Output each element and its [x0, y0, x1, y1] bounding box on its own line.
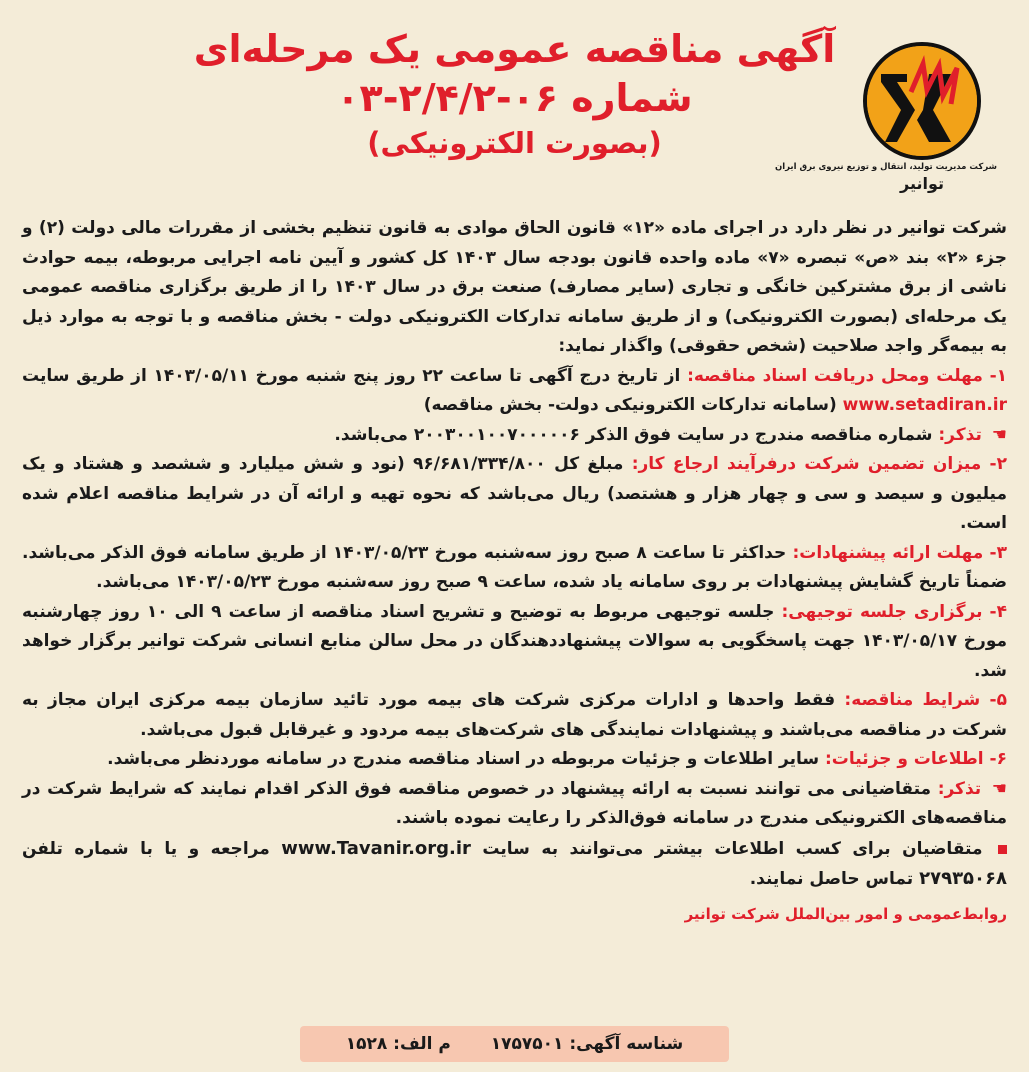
item-1	[22, 362, 1007, 421]
item-2-text: مبلغ کل ۹۶/۶۸۱/۳۳۴/۸۰۰ (نود و شش میلیارد و ششصد و هشتاد و یک میلیون و سیصد و سی و چهار هزار و هشتصد) ریال می‌باشد که نحوه تهیه و ارائه آن در شرایط مناقصه اعلام شده است.	[22, 454, 1007, 533]
item-6	[22, 745, 1007, 775]
logo-caption: شرکت مدیریت تولید، انتقال و توزیع نیروی برق ایران	[774, 162, 997, 172]
note-1-text: شماره مناقصه مندرج در سایت فوق الذکر ۲۰۰۳۰۰۱۰۰۷۰۰۰۰۰۶ می‌باشد.	[334, 424, 933, 445]
item-1-text2: (سامانه تدارکات الکترونیکی دولت- بخش مناقصه)	[423, 395, 837, 415]
contact-text-1: متقاضیان برای کسب اطلاعات بیشتر می‌توانند به سایت	[482, 838, 983, 859]
item-note-1	[22, 421, 1007, 451]
item-4-label: ۴- برگزاری جلسه توجیهی:	[781, 601, 1008, 622]
note-2-label: تذکر:	[937, 778, 982, 799]
ad-code: م الف: ۱۵۲۸	[345, 1034, 451, 1054]
item-3-label: ۳- مهلت ارائه پیشنهادات:	[792, 542, 1007, 563]
note-1-label: تذکر:	[938, 424, 982, 445]
item-5	[22, 686, 1007, 745]
logo-brand: توانیر	[899, 174, 944, 194]
notice-title: آگهی مناقصه عمومی یک مرحله‌ای	[193, 27, 836, 71]
item-4-text: جلسه توجیهی مربوط به توضیح و تشریح اسناد مناقصه از ساعت ۹ الی ۱۰ روز چهارشنبه مورخ ۱۴۰۳/۰۵/۱۷ جهت پاسخگویی به سوالات پیشنهاددهندگان در محل سالن منابع انسانی شرکت توانیر برگزار خواهد شد.	[22, 601, 1007, 681]
pointing-hand-icon: ☚	[991, 778, 1007, 799]
intro-paragraph: شرکت توانیر در نظر دارد در اجرای ماده «۱۲» قانون الحاق موادی به قانون تنظیم بخشی از مقررات مالی دولت (۲) و جزء «۲» بند «ص» تبصره «۷» ماده واحده قانون بودجه سال ۱۴۰۳ کل کشور و آیین نامه اجرایی مربوطه، بیمه حوادث ناشی از برق مشترکین خانگی و تجاری (سایر مصارف) صنعت برق در سال ۱۴۰۳ را از طریق برگزاری مناقصه عمومی یک مرحله‌ای (بصورت الکترونیکی) و از طریق سامانه تدارکات الکترونیکی دولت - بخش مناقصه و با توجه به موارد ذیل به بیمه‌گر واجد صلاحیت (شخص حقوقی) واگذار نماید:	[22, 218, 1007, 356]
item-6-text: سایر اطلاعات و جزئیات مربوطه در اسناد مناقصه مندرج در سامانه موردنظر می‌باشد.	[107, 749, 820, 769]
ad-id: شناسه آگهی: ۱۷۵۷۵۰۱	[490, 1034, 684, 1054]
item-1-text: از تاریخ درج آگهی تا ساعت ۲۲ روز پنج شنبه مورخ ۱۴۰۳/۰۵/۱۱ از طریق سایت	[22, 365, 681, 386]
note-2-text: متقاضیانی می توانند نسبت به ارائه پیشنهاد در خصوص مناقصه فوق الذکر اقدام نمایند که شرایط شرکت در مناقصه‌های الکترونیکی مندرج در سامانه فوق‌الذکر را رعایت نموده باشند.	[22, 778, 1007, 828]
notice-number: شماره ۰۶-۲/۴/۲-۰۳	[336, 75, 693, 120]
item-2	[22, 450, 1007, 539]
contact-paragraph	[22, 834, 1007, 895]
notice-body	[22, 214, 1007, 895]
item-3-text: حداکثر تا ساعت ۸ صبح روز سه‌شنبه مورخ ۱۴۰۳/۰۵/۲۳ از طریق سامانه فوق الذکر می‌باشد. ضمناً تاریخ گشایش پیشنهادات بر روی سامانه یاد شده، ساعت ۹ صبح روز سه‌شنبه مورخ ۱۴۰۳/۰۵/۲۳ می‌باشد.	[22, 542, 1007, 592]
tavanir-logo-mark	[863, 42, 981, 160]
pointing-hand-icon: ☚	[991, 424, 1007, 445]
notice-header	[22, 14, 1007, 214]
notice-subtitle: (بصورت الکترونیکی)	[367, 125, 662, 160]
item-5-text: فقط واحدها و ادارات مرکزی شرکت های بیمه مورد تائید سازمان بیمه مرکزی ایران مجاز به شرکت در مناقصه می‌باشند و پیشنهادات نمایندگی های شرکت‌های بیمه مردود و غیرقابل قبول می‌باشد.	[22, 690, 1007, 740]
item-note-2	[22, 775, 1007, 834]
setadiran-link[interactable]: www.setadiran.ir	[842, 395, 1007, 415]
bullet-square-icon	[998, 845, 1007, 854]
contact-text-2: مراجعه و یا با شماره تلفن	[22, 838, 270, 859]
item-6-label: ۶- اطلاعات و جزئیات:	[824, 749, 1007, 769]
contact-phone: ۲۷۹۳۵۰۶۸	[919, 868, 1007, 889]
item-4	[22, 598, 1007, 687]
item-5-label: ۵- شرایط مناقصه:	[844, 690, 1007, 710]
tavanir-logo	[774, 42, 997, 194]
lightning-tower-icon	[867, 46, 977, 156]
item-2-label: ۲- میزان تضمین شرکت درفرآیند ارجاع کار:	[631, 454, 1008, 474]
item-3	[22, 539, 1007, 598]
item-1-label: ۱- مهلت ومحل دریافت اسناد مناقصه:	[687, 365, 1008, 386]
footer-organization: روابط‌عمومی و امور بین‌الملل شرکت توانیر	[684, 904, 1007, 923]
tavanir-website-link[interactable]: www.Tavanir.org.ir	[281, 837, 471, 859]
ad-id-bar	[300, 1026, 729, 1062]
contact-text-3: تماس حاصل نمایند.	[749, 869, 914, 889]
